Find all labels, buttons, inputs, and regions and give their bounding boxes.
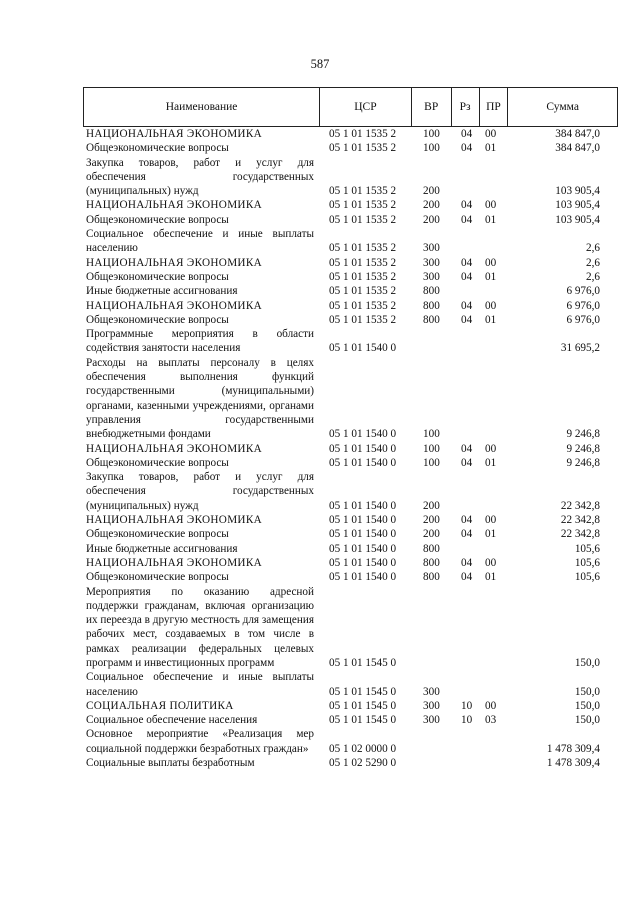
table-row bbox=[86, 699, 618, 713]
row-pr: 03 bbox=[485, 714, 497, 727]
row-vr: 800 bbox=[423, 556, 440, 569]
row-vr: 300 bbox=[423, 256, 440, 269]
row-sum: 105,6 bbox=[574, 571, 600, 584]
row-sum: 9 246,8 bbox=[566, 442, 600, 455]
row-csr: 05 1 02 5290 0 bbox=[329, 757, 397, 770]
row-sum: 150,0 bbox=[574, 699, 600, 712]
row-sum: 31 695,2 bbox=[560, 342, 600, 355]
row-name: Закупка товаров, работ и услуг для обеспечения государственных (муниципальных) нужд bbox=[86, 156, 314, 198]
table-row bbox=[86, 670, 618, 699]
row-rz: 04 bbox=[461, 442, 473, 455]
row-name: НАЦИОНАЛЬНАЯ ЭКОНОМИКА bbox=[86, 556, 262, 569]
header-sum: Сумма bbox=[507, 88, 617, 126]
row-csr: 05 1 01 1540 0 bbox=[329, 499, 397, 512]
row-csr: 05 1 01 1545 0 bbox=[329, 714, 397, 727]
row-pr: 01 bbox=[485, 528, 497, 541]
row-vr: 200 bbox=[423, 199, 440, 212]
row-name: Общеэкономические вопросы bbox=[86, 528, 229, 541]
row-sum: 6 976,0 bbox=[566, 285, 600, 298]
row-vr: 200 bbox=[423, 514, 440, 527]
row-pr: 00 bbox=[485, 128, 497, 140]
header-csr: ЦСР bbox=[319, 88, 411, 126]
table-row bbox=[86, 327, 618, 356]
row-vr: 300 bbox=[423, 699, 440, 712]
row-csr: 05 1 01 1535 2 bbox=[329, 242, 397, 255]
row-name: НАЦИОНАЛЬНАЯ ЭКОНОМИКА bbox=[86, 256, 262, 269]
row-name: Расходы на выплаты персоналу в целях обеспечения выполнения функций государственными (муниципальными) органами, казенными учреждениями, органами управления государственными внебюджетными фондами bbox=[86, 356, 314, 441]
row-sum: 6 976,0 bbox=[566, 313, 600, 326]
row-csr: 05 1 01 1540 0 bbox=[329, 528, 397, 541]
header-vr: ВР bbox=[411, 88, 451, 126]
row-name: Общеэкономические вопросы bbox=[86, 456, 229, 469]
row-pr: 00 bbox=[485, 514, 497, 527]
table-row bbox=[86, 270, 618, 284]
row-csr: 05 1 01 1540 0 bbox=[329, 571, 397, 584]
budget-table-body bbox=[86, 127, 618, 770]
row-csr: 05 1 01 1535 2 bbox=[329, 270, 397, 283]
row-csr: 05 1 01 1535 2 bbox=[329, 142, 397, 155]
row-pr: 01 bbox=[485, 571, 497, 584]
row-csr: 05 1 01 1545 0 bbox=[329, 656, 397, 669]
table-row bbox=[86, 313, 618, 327]
row-csr: 05 1 01 1540 0 bbox=[329, 428, 397, 441]
row-vr: 300 bbox=[423, 270, 440, 283]
row-csr: 05 1 01 1545 0 bbox=[329, 685, 397, 698]
row-vr: 100 bbox=[423, 128, 440, 140]
row-pr: 00 bbox=[485, 256, 497, 269]
row-sum: 2,6 bbox=[586, 270, 600, 283]
table-row bbox=[86, 356, 618, 442]
row-vr: 200 bbox=[423, 213, 440, 226]
table-row bbox=[86, 256, 618, 270]
table-row bbox=[86, 585, 618, 671]
row-sum: 1 478 309,4 bbox=[546, 757, 600, 770]
table-header bbox=[83, 87, 618, 127]
row-csr: 05 1 01 1535 2 bbox=[329, 213, 397, 226]
row-name: СОЦИАЛЬНАЯ ПОЛИТИКА bbox=[86, 699, 234, 712]
row-csr: 05 1 01 1535 2 bbox=[329, 285, 397, 298]
row-vr: 200 bbox=[423, 528, 440, 541]
row-rz: 04 bbox=[461, 514, 473, 527]
row-vr: 800 bbox=[423, 299, 440, 312]
row-name: Социальное обеспечение и иные выплаты населению bbox=[86, 671, 314, 698]
row-pr: 00 bbox=[485, 199, 497, 212]
table-row bbox=[86, 213, 618, 227]
table-row bbox=[86, 141, 618, 155]
row-vr: 100 bbox=[423, 456, 440, 469]
row-name: Общеэкономические вопросы bbox=[86, 213, 229, 226]
row-vr: 200 bbox=[423, 185, 440, 198]
row-csr: 05 1 01 1540 0 bbox=[329, 542, 397, 555]
row-rz: 04 bbox=[461, 456, 473, 469]
row-sum: 384 847,0 bbox=[555, 142, 600, 155]
row-name: Социальные выплаты безработным bbox=[86, 757, 255, 770]
row-rz: 04 bbox=[461, 313, 473, 326]
row-name: Общеэкономические вопросы bbox=[86, 142, 229, 155]
row-vr: 300 bbox=[423, 714, 440, 727]
row-vr: 800 bbox=[423, 313, 440, 326]
row-name: Мероприятия по оказанию адресной поддержки гражданам, включая организацию их переезда в другую местность для замещения рабочих мест, создаваемых в том числе в рамках реализации федеральных целевых программ и инвестиционных программ bbox=[86, 585, 314, 669]
row-csr: 05 1 01 1535 2 bbox=[329, 199, 397, 212]
table-row bbox=[86, 284, 618, 298]
row-pr: 00 bbox=[485, 556, 497, 569]
row-csr: 05 1 01 1535 2 bbox=[329, 256, 397, 269]
row-csr: 05 1 01 1535 2 bbox=[329, 299, 397, 312]
table-row bbox=[86, 713, 618, 727]
header-rz: Рз bbox=[451, 88, 479, 126]
row-vr: 300 bbox=[423, 685, 440, 698]
row-name: НАЦИОНАЛЬНАЯ ЭКОНОМИКА bbox=[86, 128, 262, 140]
row-csr: 05 1 01 1545 0 bbox=[329, 699, 397, 712]
row-rz: 04 bbox=[461, 128, 473, 140]
table-row bbox=[86, 198, 618, 212]
row-name: Общеэкономические вопросы bbox=[86, 571, 229, 584]
table-row bbox=[86, 513, 618, 527]
row-sum: 9 246,8 bbox=[566, 428, 600, 441]
row-name: Социальное обеспечение населения bbox=[86, 714, 258, 727]
row-pr: 00 bbox=[485, 442, 497, 455]
row-vr: 100 bbox=[423, 442, 440, 455]
row-vr: 100 bbox=[423, 428, 440, 441]
row-name: НАЦИОНАЛЬНАЯ ЭКОНОМИКА bbox=[86, 442, 262, 455]
row-sum: 105,6 bbox=[574, 556, 600, 569]
row-name: Закупка товаров, работ и услуг для обеспечения государственных (муниципальных) нужд bbox=[86, 471, 314, 512]
row-pr: 01 bbox=[485, 313, 497, 326]
row-vr: 100 bbox=[423, 142, 440, 155]
row-vr: 800 bbox=[423, 542, 440, 555]
row-sum: 22 342,8 bbox=[560, 499, 600, 512]
row-pr: 01 bbox=[485, 270, 497, 283]
row-pr: 01 bbox=[485, 456, 497, 469]
row-name: Основное мероприятие «Реализация мер социальной поддержки безработных граждан» bbox=[86, 728, 314, 755]
table-row bbox=[86, 570, 618, 584]
table-row bbox=[86, 227, 618, 256]
row-pr: 00 bbox=[485, 699, 497, 712]
row-name: НАЦИОНАЛЬНАЯ ЭКОНОМИКА bbox=[86, 199, 262, 212]
row-name: Общеэкономические вопросы bbox=[86, 313, 229, 326]
row-name: НАЦИОНАЛЬНАЯ ЭКОНОМИКА bbox=[86, 514, 262, 527]
row-sum: 103 905,4 bbox=[555, 199, 600, 212]
row-name: НАЦИОНАЛЬНАЯ ЭКОНОМИКА bbox=[86, 299, 262, 312]
header-name: Наименование bbox=[165, 101, 238, 113]
row-rz: 04 bbox=[461, 270, 473, 283]
row-rz: 10 bbox=[461, 714, 473, 727]
table-row bbox=[86, 127, 618, 141]
row-sum: 2,6 bbox=[586, 242, 600, 255]
row-name: Иные бюджетные ассигнования bbox=[86, 285, 238, 298]
row-sum: 150,0 bbox=[574, 685, 600, 698]
row-rz: 04 bbox=[461, 528, 473, 541]
row-rz: 04 bbox=[461, 571, 473, 584]
row-rz: 04 bbox=[461, 556, 473, 569]
row-vr: 800 bbox=[423, 285, 440, 298]
row-rz: 04 bbox=[461, 213, 473, 226]
header-pr: ПР bbox=[479, 88, 508, 126]
row-csr: 05 1 01 1540 0 bbox=[329, 514, 397, 527]
table-row bbox=[86, 456, 618, 470]
row-sum: 9 246,8 bbox=[566, 456, 600, 469]
row-csr: 05 1 01 1540 0 bbox=[329, 556, 397, 569]
row-sum: 103 905,4 bbox=[555, 213, 600, 226]
row-csr: 05 1 01 1540 0 bbox=[329, 456, 397, 469]
row-sum: 1 478 309,4 bbox=[546, 742, 600, 755]
row-sum: 103 905,4 bbox=[555, 185, 600, 198]
row-csr: 05 1 01 1540 0 bbox=[329, 342, 397, 355]
row-rz: 04 bbox=[461, 299, 473, 312]
row-rz: 04 bbox=[461, 142, 473, 155]
table-row bbox=[86, 756, 618, 770]
row-sum: 6 976,0 bbox=[566, 299, 600, 312]
row-csr: 05 1 01 1535 2 bbox=[329, 185, 397, 198]
row-name: Иные бюджетные ассигнования bbox=[86, 542, 238, 555]
row-vr: 300 bbox=[423, 242, 440, 255]
row-sum: 22 342,8 bbox=[560, 528, 600, 541]
row-vr: 800 bbox=[423, 571, 440, 584]
row-pr: 01 bbox=[485, 142, 497, 155]
row-csr: 05 1 01 1540 0 bbox=[329, 442, 397, 455]
row-rz: 10 bbox=[461, 699, 473, 712]
row-sum: 2,6 bbox=[586, 256, 600, 269]
table-row bbox=[86, 299, 618, 313]
row-name: Общеэкономические вопросы bbox=[86, 270, 229, 283]
row-sum: 384 847,0 bbox=[555, 128, 600, 140]
row-name: Программные мероприятия в области содействия занятости населения bbox=[86, 328, 314, 355]
row-pr: 01 bbox=[485, 213, 497, 226]
row-csr: 05 1 02 0000 0 bbox=[329, 742, 397, 755]
table-row bbox=[86, 442, 618, 456]
row-name: Социальное обеспечение и иные выплаты населению bbox=[86, 228, 314, 255]
table-row bbox=[86, 470, 618, 513]
table-row bbox=[86, 556, 618, 570]
table-row bbox=[86, 156, 618, 199]
row-csr: 05 1 01 1535 2 bbox=[329, 313, 397, 326]
row-pr: 00 bbox=[485, 299, 497, 312]
table-row bbox=[86, 542, 618, 556]
row-sum: 105,6 bbox=[574, 542, 600, 555]
table-row bbox=[86, 527, 618, 541]
row-sum: 22 342,8 bbox=[560, 514, 600, 527]
row-csr: 05 1 01 1535 2 bbox=[329, 128, 397, 140]
row-sum: 150,0 bbox=[574, 656, 600, 669]
row-rz: 04 bbox=[461, 199, 473, 212]
table-row bbox=[86, 727, 618, 756]
row-sum: 150,0 bbox=[574, 714, 600, 727]
row-rz: 04 bbox=[461, 256, 473, 269]
row-vr: 200 bbox=[423, 499, 440, 512]
page-number: 587 bbox=[310, 57, 330, 71]
